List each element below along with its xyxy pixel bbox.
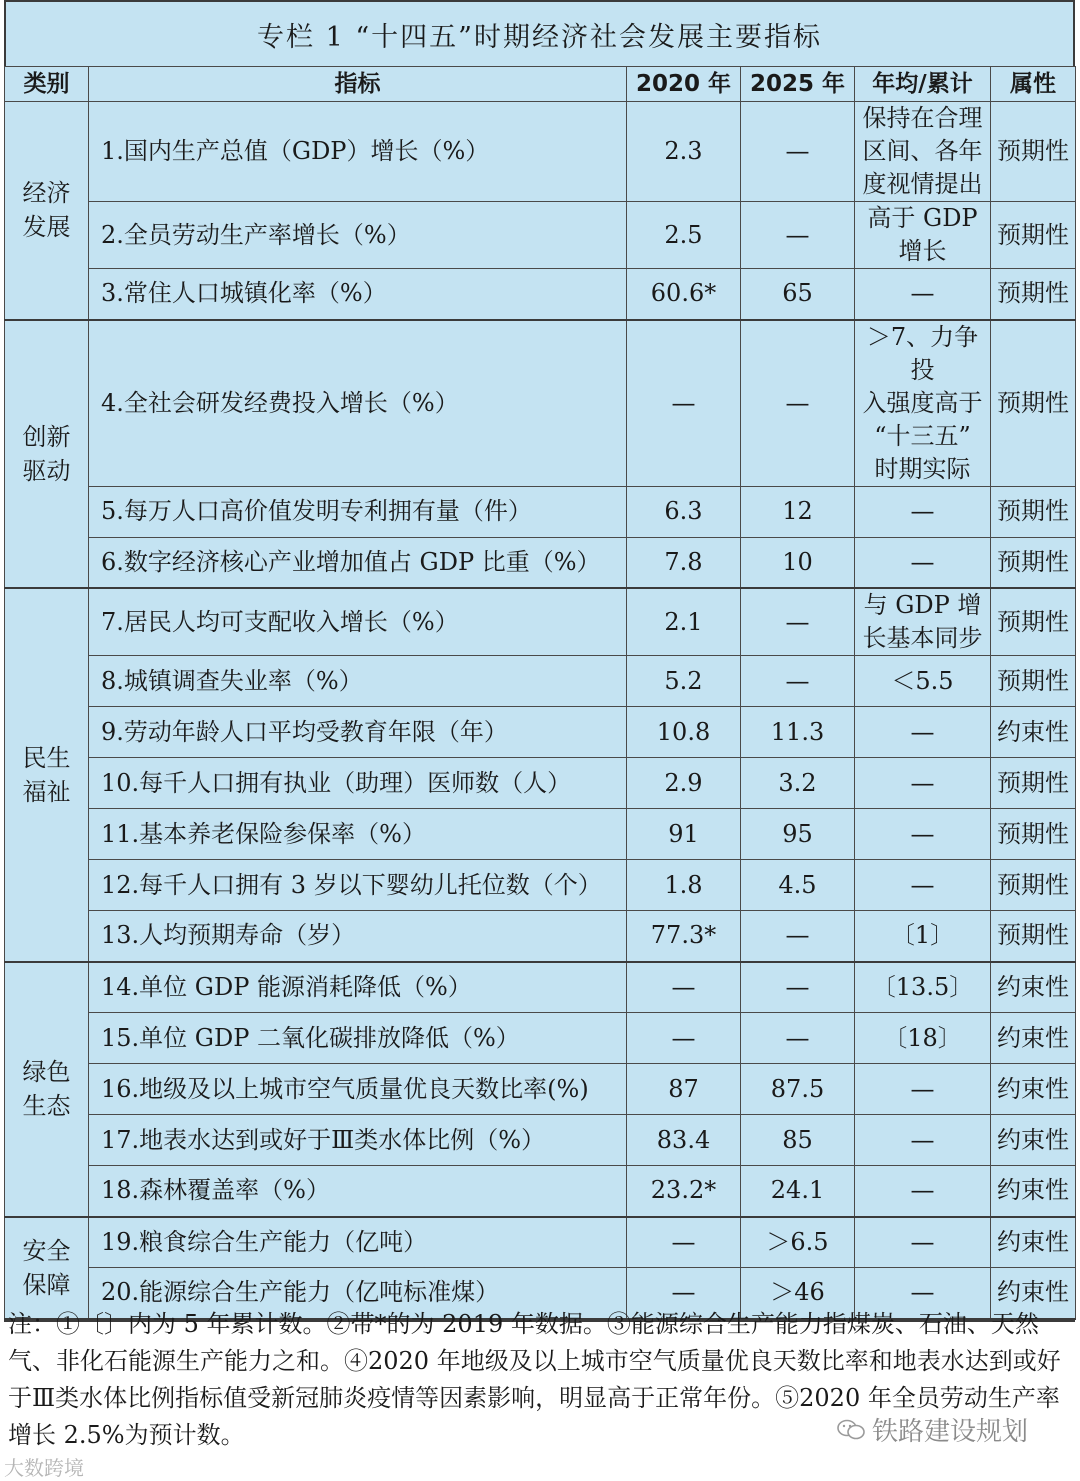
table-row [5,656,1076,707]
indicator-cell: 15.单位 GDP 二氧化碳排放降低（%） [89,1013,627,1064]
attribute-cell: 预期性 [991,269,1076,320]
value-2025-cell: 85 [741,1115,855,1166]
header-category: 类别 [5,67,89,102]
category-label: 民生 [22,743,71,772]
indicator-cell: 5.每万人口高价值发明专利拥有量（件） [89,486,627,537]
avg-cumulative-cell [855,1064,991,1115]
value-2020-cell: 83.4 [627,1115,741,1166]
indicator-cell: 2.全员劳动生产率增长（%） [89,202,627,269]
value-2020-cell: 7.8 [627,537,741,588]
avg-cumulative-line: 长基本同步 [862,624,983,652]
attribute-cell: 约束性 [991,1217,1076,1268]
avg-cumulative-cell [855,656,991,707]
value-2025-cell: 4.5 [741,860,855,911]
category-cell [5,320,89,589]
table-row [5,102,1076,202]
avg-cumulative-line: 高于 GDP [867,204,978,232]
value-2025-cell: 10 [741,537,855,588]
value-2020-cell: 2.9 [627,758,741,809]
avg-cumulative-cell [855,202,991,269]
value-2025-cell: — [741,102,855,202]
indicator-cell: 19.粮食综合生产能力（亿吨） [89,1217,627,1268]
value-2020-cell: 91 [627,809,741,860]
category-cell [5,102,89,320]
category-label: 福祉 [22,777,71,806]
category-cell [5,962,89,1217]
indicator-table [4,66,1076,1320]
indicator-cell: 17.地表水达到或好于Ⅲ类水体比例（%） [89,1115,627,1166]
value-2020-cell: 5.2 [627,656,741,707]
value-2020-cell: — [627,1013,741,1064]
avg-cumulative-line: — [910,717,935,746]
attribute-cell: 约束性 [991,1166,1076,1217]
table-row [5,860,1076,911]
indicator-cell: 4.全社会研发经费投入增长（%） [89,320,627,487]
attribute-cell: 约束性 [991,962,1076,1013]
indicator-cell: 6.数字经济核心产业增加值占 GDP 比重（%） [89,537,627,588]
indicator-cell: 13.人均预期寿命（岁） [89,911,627,962]
value-2020-cell: 6.3 [627,486,741,537]
attribute-cell: 预期性 [991,656,1076,707]
value-2025-cell: 3.2 [741,758,855,809]
avg-cumulative-line: 保持在合理 [862,104,983,132]
value-2020-cell: 2.5 [627,202,741,269]
avg-cumulative-cell [855,269,991,320]
table-header-row [5,67,1076,102]
avg-cumulative-cell [855,962,991,1013]
value-2020-cell: — [627,320,741,487]
value-2025-cell: — [741,320,855,487]
value-2020-cell: — [627,962,741,1013]
avg-cumulative-cell [855,911,991,962]
avg-cumulative-line: — [910,819,935,848]
indicator-table-panel [4,0,1075,1322]
value-2020-cell: 2.1 [627,588,741,656]
avg-cumulative-line: — [910,870,935,899]
avg-cumulative-line: 〔13.5〕 [871,972,974,1001]
table-row [5,962,1076,1013]
watermark-text: 铁路建设规划 [872,1417,1029,1447]
indicator-cell: 11.基本养老保险参保率（%） [89,809,627,860]
attribute-cell: 约束性 [991,1013,1076,1064]
footnote: 注：①〔〕内为 5 年累计数。②带*的为 2019 年数据。③能源综合生产能力指煤炭、石油、天然气、非化石能源生产能力之和。④2020 年地级及以上城市空气质量优良天数比率和地表水达到或好于Ⅲ类水体比例指标值受新冠肺炎疫情等因素影响，明显高于正常年份。⑤2020 年全员劳动生产率增长 2.5%为预计数。 [8,1310,1061,1449]
value-2025-cell: 95 [741,809,855,860]
category-label: 发展 [22,213,71,242]
value-2025-cell: 11.3 [741,707,855,758]
attribute-cell: 预期性 [991,202,1076,269]
indicator-cell: 9.劳动年龄人口平均受教育年限（年） [89,707,627,758]
avg-cumulative-line: — [910,1278,935,1307]
value-2020-cell: 77.3* [627,911,741,962]
avg-cumulative-cell [855,537,991,588]
value-2020-cell: 2.3 [627,102,741,202]
avg-cumulative-cell [855,809,991,860]
avg-cumulative-line: “十三五” [874,421,971,450]
value-2020-cell: 1.8 [627,860,741,911]
header-attribute: 属性 [991,67,1076,102]
category-label: 创新 [22,422,71,451]
table-row [5,320,1076,487]
attribute-cell: 预期性 [991,320,1076,487]
value-2025-cell: — [741,656,855,707]
value-2025-cell: ＞6.5 [741,1217,855,1268]
avg-cumulative-line: — [910,1125,935,1154]
table-row [5,486,1076,537]
table-body [5,102,1076,1319]
attribute-cell: 预期性 [991,102,1076,202]
category-cell [5,1217,89,1319]
avg-cumulative-line: 增长 [898,237,947,265]
category-label: 安全 [22,1236,71,1265]
avg-cumulative-line: ＜5.5 [891,666,954,695]
attribute-cell: 预期性 [991,860,1076,911]
category-cell [5,588,89,962]
indicator-cell: 8.城镇调查失业率（%） [89,656,627,707]
indicator-cell: 3.常住人口城镇化率（%） [89,269,627,320]
avg-cumulative-cell [855,1166,991,1217]
value-2025-cell: 65 [741,269,855,320]
avg-cumulative-line: 与 GDP 增 [863,591,982,619]
attribute-cell: 约束性 [991,1268,1076,1319]
header-indicator: 指标 [89,67,627,102]
avg-cumulative-cell [855,486,991,537]
value-2025-cell: 12 [741,486,855,537]
value-2020-cell: 10.8 [627,707,741,758]
avg-cumulative-line: — [910,1227,935,1256]
table-title: 专栏 1 “十四五”时期经济社会发展主要指标 [4,0,1075,66]
attribute-cell: 预期性 [991,486,1076,537]
value-2025-cell: — [741,911,855,962]
avg-cumulative-line: 〔1〕 [890,921,955,950]
category-label: 生态 [22,1092,71,1120]
value-2025-cell: 24.1 [741,1166,855,1217]
table-row [5,758,1076,809]
table-row [5,537,1076,588]
attribute-cell: 预期性 [991,588,1076,656]
avg-cumulative-line: — [910,1176,935,1205]
avg-cumulative-cell [855,102,991,202]
table-row [5,588,1076,656]
value-2020-cell: — [627,1268,741,1319]
category-label: 经济 [22,179,71,208]
attribute-cell: 约束性 [991,707,1076,758]
table-row [5,1064,1076,1115]
table-row [5,269,1076,320]
value-2025-cell: ＞46 [741,1268,855,1319]
category-label: 绿色 [22,1058,71,1086]
indicator-cell: 10.每千人口拥有执业（助理）医师数（人） [89,758,627,809]
indicator-cell: 12.每千人口拥有 3 岁以下婴幼儿托位数（个） [89,860,627,911]
avg-cumulative-cell [855,1217,991,1268]
avg-cumulative-cell [855,707,991,758]
avg-cumulative-line: 度视情提出 [862,170,983,198]
value-2025-cell: — [741,1013,855,1064]
watermark [836,1411,1028,1448]
header-2020: 2020 年 [627,67,741,102]
header-2025: 2025 年 [741,67,855,102]
value-2025-cell: — [741,202,855,269]
attribute-cell: 预期性 [991,911,1076,962]
avg-cumulative-cell [855,860,991,911]
header-avg-cumulative: 年均/累计 [855,67,991,102]
attribute-cell: 预期性 [991,758,1076,809]
attribute-cell: 约束性 [991,1115,1076,1166]
value-2025-cell: 87.5 [741,1064,855,1115]
value-2025-cell: — [741,588,855,656]
value-2025-cell: — [741,962,855,1013]
table-row [5,1166,1076,1217]
avg-cumulative-line: — [910,547,935,576]
avg-cumulative-line: 时期实际 [874,454,971,483]
indicator-cell: 16.地级及以上城市空气质量优良天数比率(%) [89,1064,627,1115]
table-row [5,707,1076,758]
avg-cumulative-line: ＞7、力争投 [866,322,979,384]
avg-cumulative-line: — [910,1074,935,1103]
indicator-cell: 7.居民人均可支配收入增长（%） [89,588,627,656]
avg-cumulative-line: — [910,768,935,797]
attribute-cell: 约束性 [991,1064,1076,1115]
avg-cumulative-line: — [910,279,935,308]
table-row [5,911,1076,962]
indicator-cell: 20.能源综合生产能力（亿吨标准煤） [89,1268,627,1319]
table-row [5,1013,1076,1064]
indicator-cell: 14.单位 GDP 能源消耗降低（%） [89,962,627,1013]
avg-cumulative-cell [855,588,991,656]
avg-cumulative-cell [855,320,991,487]
category-label: 驱动 [22,456,71,485]
avg-cumulative-line: 区间、各年 [862,137,983,165]
category-label: 保障 [22,1270,71,1299]
attribute-cell: 预期性 [991,809,1076,860]
avg-cumulative-line: 〔18〕 [883,1023,962,1052]
avg-cumulative-line: — [910,497,935,525]
avg-cumulative-cell [855,1115,991,1166]
value-2020-cell: — [627,1217,741,1268]
value-2020-cell: 60.6* [627,269,741,320]
indicator-cell: 1.国内生产总值（GDP）增长（%） [89,102,627,202]
table-row [5,202,1076,269]
value-2020-cell: 23.2* [627,1166,741,1217]
avg-cumulative-line: 入强度高于 [862,388,983,417]
table-row [5,1217,1076,1268]
table-row [5,809,1076,860]
value-2020-cell: 87 [627,1064,741,1115]
watermark-source: 大数跨境 [4,1456,84,1480]
indicator-cell: 18.森林覆盖率（%） [89,1166,627,1217]
avg-cumulative-cell [855,758,991,809]
attribute-cell: 预期性 [991,537,1076,588]
avg-cumulative-cell [855,1013,991,1064]
wechat-icon [836,1418,866,1442]
table-row [5,1115,1076,1166]
